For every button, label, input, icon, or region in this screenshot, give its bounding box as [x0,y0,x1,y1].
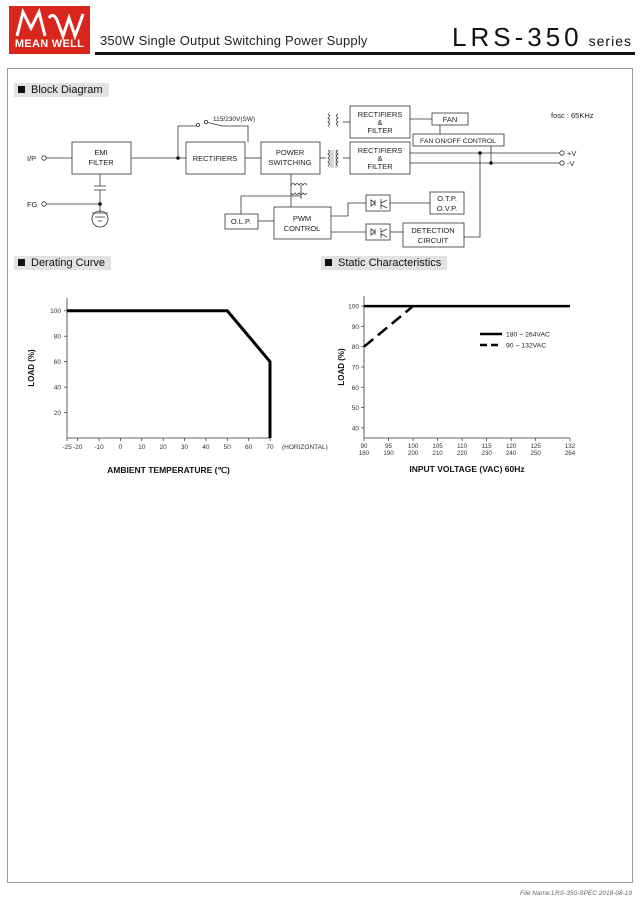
x-tick-label-bottom: 230 [481,450,492,457]
x-tick-label: 40 [202,444,210,451]
y-tick-label: 40 [351,425,359,433]
document-title: 350W Single Output Switching Power Supply [100,33,368,48]
y-tick-label: 50 [351,405,359,413]
fan-label: FAN [442,115,458,124]
x-tick-label-bottom: 210 [432,450,443,457]
derating-line [67,311,270,438]
model-heading [452,22,632,53]
x-tick-label: -10 [94,444,104,451]
x-axis-label: INPUT VOLTAGE (VAC) 60Hz [409,464,525,474]
x-axis-suffix: (HORIZONTAL) [282,444,328,451]
x-tick-label-top: 120 [505,443,517,450]
olp-label: O.L.P. [230,217,252,226]
y-tick-label: 80 [351,344,359,352]
mean-well-logo [9,6,90,54]
y-tick-label: 100 [348,303,359,311]
detection-label-1: DETECTION [411,226,455,235]
brand-name: MEAN WELL [14,38,85,50]
ovp-label: O.V.P. [436,204,458,213]
pwm-label-2: CONTROL [283,224,321,233]
x-tick-label: 10 [138,444,146,451]
section-title: Block Diagram [31,84,103,96]
legend-label: 180 ~ 264VAC [506,331,550,339]
x-tick-label-top: 115 [481,443,492,450]
x-axis-label: AMBIENT TEMPERATURE (℃) [107,465,230,475]
power-label-1: POWER [275,148,305,157]
footer-file-name: File Name:LRS-350-SPEC 2018-08-19 [520,890,632,897]
ip-label: I/P [27,154,37,163]
x-tick-label-bottom: 200 [407,450,419,457]
x-tick-label-top: 105 [432,443,443,450]
rf-top-label-2: & [377,118,383,127]
y-tick-label: 60 [351,384,359,392]
switch-label: 115/230V(SW) [213,116,256,123]
otp-label: O.T.P. [437,194,457,203]
pwm-label-1: PWM [292,214,312,223]
y-tick-label: 40 [53,384,61,392]
rf-main-label-1: RECTIFIERS [357,146,403,155]
x-tick-label: 70 [266,444,274,451]
section-derating-curve [14,256,111,270]
section-static-characteristics [321,256,447,270]
fg-label: FG [27,200,38,209]
x-tick-label-bottom: 190 [383,450,394,457]
y-axis-label: LOAD (%) [27,349,36,387]
rf-top-label-1: RECTIFIERS [357,110,403,119]
x-tick-label-top: 110 [457,443,468,450]
x-tick-label: -25 [62,444,72,451]
series-line-90-132vac [364,306,413,347]
mw-logo-icon [9,6,90,40]
x-tick-label-top: 95 [385,443,392,450]
emi-label-1: EMI [94,148,108,157]
minus-v-label: -V [567,159,575,168]
x-tick-label-bottom: 250 [530,450,541,457]
x-tick-label-bottom: 240 [505,450,517,457]
x-tick-label: 50 [223,444,231,451]
y-tick-label: 20 [53,410,61,418]
x-tick-label: 60 [245,444,253,451]
x-tick-label-bottom: 264 [564,450,576,457]
x-tick-label: 20 [159,444,167,451]
legend-label: 90 ~ 132VAC [506,342,547,350]
x-tick-label-top: 125 [530,443,541,450]
y-tick-label: 70 [351,364,359,372]
y-tick-label: 100 [50,308,61,316]
rf-top-label-3: FILTER [367,126,393,135]
x-tick-label: 30 [180,444,189,451]
x-tick-label-bottom: 220 [456,450,468,457]
x-tick-label: 0 [118,444,123,451]
x-tick-label: -20 [72,444,83,451]
x-tick-label-top: 100 [407,443,419,450]
fosc-label: fosc : 65KHz [551,111,594,120]
x-tick-label-top: 90 [360,443,368,450]
y-tick-label: 60 [53,359,61,367]
power-label-2: SWITCHING [268,158,312,167]
detection-label-2: CIRCUIT [417,236,449,245]
x-tick-label-top: 132 [564,443,576,450]
plus-v-label: +V [567,149,577,158]
y-axis-label: LOAD (%) [337,348,346,386]
section-title: Derating Curve [31,257,105,269]
rectifiers-label: RECTIFIERS [192,154,238,163]
y-tick-label: 80 [53,333,61,341]
series-label: series [588,33,632,49]
model-number: LRS-350 [452,22,583,52]
fan-control-label: FAN ON/OFF CONTROL [420,138,496,145]
rf-main-label-2: & [377,154,383,163]
header-rule [95,52,635,55]
x-tick-label-bottom: 180 [358,450,370,457]
static-characteristics-chart [330,288,620,478]
emi-label-2: FILTER [88,158,114,167]
section-block-diagram [14,83,109,97]
derating-curve-chart [20,288,328,478]
section-title: Static Characteristics [338,257,442,269]
rf-main-label-3: FILTER [367,162,393,171]
y-tick-label: 90 [351,323,359,331]
